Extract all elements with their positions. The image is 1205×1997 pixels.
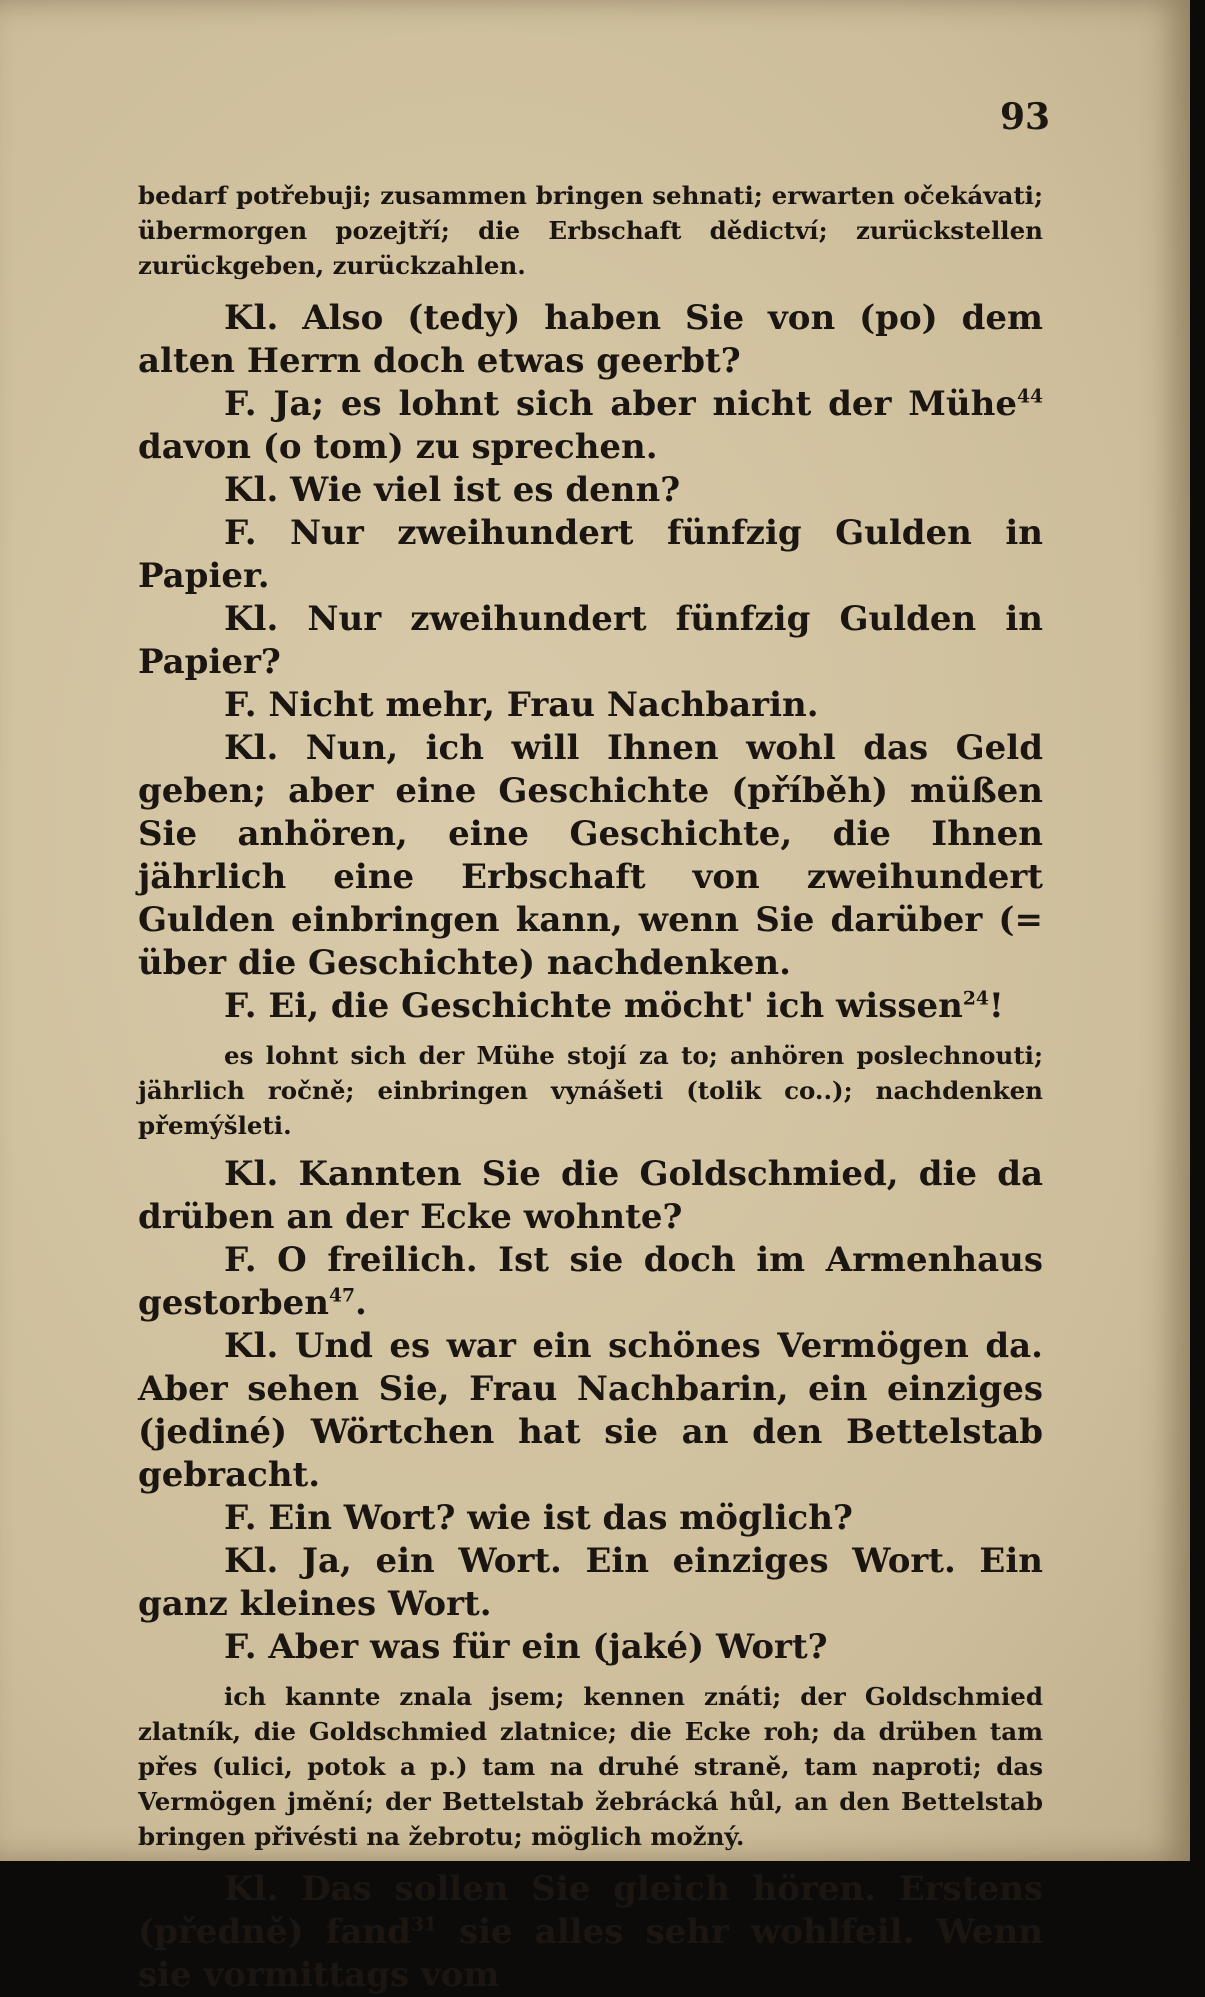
vocabulary-note bbox=[138, 1038, 1043, 1143]
speaker: Kl. bbox=[224, 599, 279, 639]
speech: Nicht mehr, Frau Nachbarin. bbox=[268, 685, 819, 725]
speaker: Kl. bbox=[224, 1154, 279, 1194]
vocabulary-note bbox=[138, 178, 1043, 283]
speech: Ja, ein Wort. Ein einziges Wort. Ein ganz kleines Wort. bbox=[138, 1541, 1043, 1624]
dialogue-line bbox=[138, 1540, 1043, 1626]
speaker: F. bbox=[224, 1240, 257, 1280]
dialogue-line bbox=[138, 1497, 1043, 1540]
gloss-text: es lohnt sich der Mühe stojí za to; anhören poslechnouti; jährlich ročně; einbringen vynášeti (tolik co..); nachdenken přemýšleti. bbox=[138, 1041, 1043, 1140]
speaker: F. bbox=[224, 685, 257, 725]
dialogue-line bbox=[138, 1153, 1043, 1239]
speech-continued: . bbox=[354, 1283, 367, 1323]
page-number: 93 bbox=[1000, 96, 1051, 138]
speech: Aber was für ein (jaké) Wort? bbox=[268, 1627, 828, 1667]
dialogue-line bbox=[138, 383, 1043, 469]
speaker: F. bbox=[224, 986, 257, 1026]
speaker: F. bbox=[224, 1498, 257, 1538]
speech-continued: ! bbox=[988, 986, 1004, 1026]
dialogue-line bbox=[138, 598, 1043, 684]
speech-continued: davon (o tom) zu sprechen. bbox=[138, 427, 658, 467]
speech-continued: sie alles sehr wohlfeil. Wenn sie vormittags vom bbox=[138, 1912, 1043, 1995]
dialogue-line bbox=[138, 985, 1043, 1028]
speech: Das sollen Sie gleich hören. Erstens (předně) fand bbox=[138, 1869, 1043, 1952]
speech: Nur zweihundert fünfzig Gulden in Papier? bbox=[138, 599, 1043, 682]
speech: Ei, die Geschichte möcht' ich wissen bbox=[268, 986, 963, 1026]
speech: Und es war ein schönes Vermögen da. Aber sehen Sie, Frau Nachbarin, ein einziges (jediné) Wörtchen hat sie an den Bettelstab gebracht. bbox=[138, 1326, 1044, 1495]
dialogue-line bbox=[138, 1325, 1043, 1497]
footnote-ref: 24 bbox=[962, 987, 989, 1010]
speech: Kannten Sie die Goldschmied, die da drüben an der Ecke wohnte? bbox=[138, 1154, 1043, 1237]
speech: Ja; es lohnt sich aber nicht der Mühe bbox=[273, 384, 1017, 424]
speaker: F. bbox=[224, 513, 257, 553]
speaker: Kl. bbox=[224, 298, 279, 338]
speech: Nur zweihundert fünfzig Gulden in Papier. bbox=[138, 513, 1043, 596]
dialogue-line bbox=[138, 1868, 1043, 1997]
speaker: Kl. bbox=[224, 728, 279, 768]
speech: Wie viel ist es denn? bbox=[290, 470, 681, 510]
dialogue-line bbox=[138, 1626, 1043, 1669]
speech: O freilich. Ist sie doch im Armenhaus gestorben bbox=[138, 1240, 1043, 1323]
speech: Ein Wort? wie ist das möglich? bbox=[268, 1498, 853, 1538]
footnote-ref: 44 bbox=[1016, 385, 1043, 408]
speaker: Kl. bbox=[224, 1869, 279, 1909]
speaker: F. bbox=[224, 1627, 257, 1667]
footnote-ref: 31 bbox=[410, 1913, 437, 1936]
footnote-ref: 47 bbox=[328, 1284, 355, 1307]
dialogue-line bbox=[138, 297, 1043, 383]
gloss-text: ich kannte znala jsem; kennen znáti; der Goldschmied zlatník, die Goldschmied zlatnice; die Ecke roh; da drüben tam přes (ulici, potok a p.) tam na druhé straně, tam naproti; das Vermögen jmění; der Bettelstab žebrácká hůl, an den Bettelstab bringen přivésti na žebrotu; möglich možný. bbox=[138, 1682, 1043, 1851]
dialogue-line bbox=[138, 469, 1043, 512]
speech: Also (tedy) haben Sie von (po) dem alten Herrn doch etwas geerbt? bbox=[138, 298, 1044, 381]
speaker: Kl. bbox=[224, 470, 279, 510]
speech: Nun, ich will Ihnen wohl das Geld geben; aber eine Geschichte (příběh) müßen Sie anhören, eine Geschichte, die Ihnen jährlich eine Erbschaft von zweihundert Gulden einbringen kann, wenn Sie darüber (= über die Geschichte) nachdenken. bbox=[138, 728, 1043, 983]
dialogue-line bbox=[138, 727, 1043, 985]
dialogue-line bbox=[138, 512, 1043, 598]
dialogue-line bbox=[138, 1239, 1043, 1325]
vocabulary-note bbox=[138, 1679, 1043, 1854]
dialogue-line bbox=[138, 684, 1043, 727]
speaker: F. bbox=[224, 384, 257, 424]
gloss-text: bedarf potřebuji; zusammen bringen sehnati; erwarten očekávati; übermorgen pozejtří; die Erbschaft dědictví; zurückstellen zurückgeben, zurückzahlen. bbox=[138, 181, 1043, 280]
speaker: Kl. bbox=[224, 1326, 279, 1366]
speaker: Kl. bbox=[224, 1541, 279, 1581]
page-text bbox=[138, 178, 1043, 1997]
